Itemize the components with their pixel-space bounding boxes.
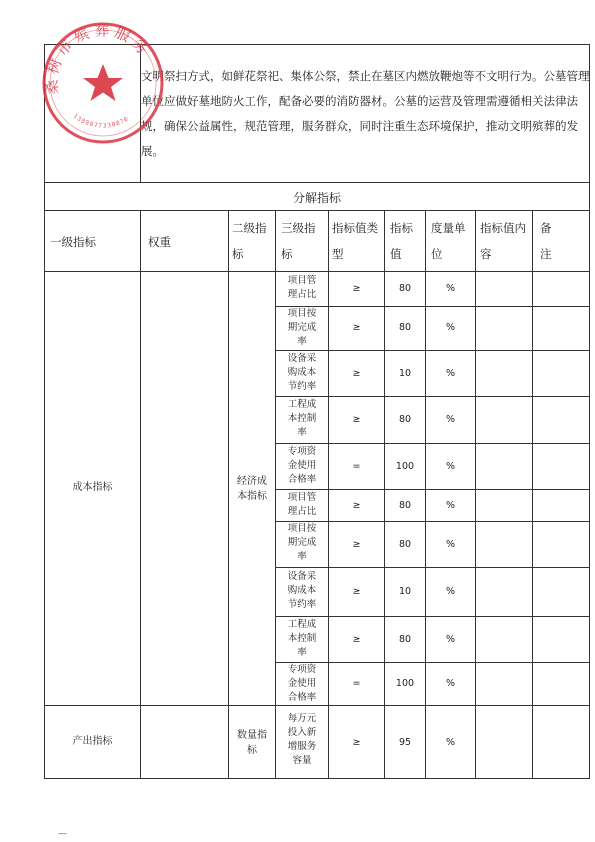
- seal-number: 1308077330870: [71, 112, 131, 130]
- cost-sub-label: 经济成 本指标: [237, 476, 267, 502]
- row-unit: %: [445, 461, 456, 472]
- row-unit: %: [445, 539, 456, 550]
- seal-star-icon: [83, 64, 123, 101]
- row-content-cell: [475, 521, 533, 568]
- cost-group-label: 成本指标: [72, 482, 113, 493]
- row-note-cell: [532, 489, 590, 522]
- row-l3: 项目管 理占比: [287, 492, 317, 517]
- output-group-label: 产出指标: [72, 736, 113, 747]
- row-note-cell: [532, 443, 590, 490]
- row-note-cell: [532, 350, 590, 397]
- row-note-cell: [532, 271, 590, 307]
- row-unit: %: [445, 322, 456, 333]
- row-value: 100: [395, 678, 415, 689]
- row-note-cell: [532, 567, 590, 617]
- header-level1: 一级指标: [50, 235, 96, 249]
- row-value: 100: [395, 461, 415, 472]
- row-l3: 专项资 金使用 合格率: [287, 446, 317, 485]
- row-unit: %: [445, 634, 456, 645]
- header-value-type: 指标值类 型: [332, 221, 378, 261]
- row-l3: 工程成 本控制 率: [287, 399, 317, 438]
- row-unit: %: [445, 737, 456, 748]
- row-unit: %: [445, 500, 456, 511]
- row-content-cell: [475, 616, 533, 663]
- row-content-cell: [475, 396, 533, 444]
- row-content-cell: [475, 705, 533, 779]
- row-type: =: [352, 461, 361, 472]
- row-type: =: [352, 678, 361, 689]
- header-weight: 权重: [148, 235, 171, 249]
- row-type: ≥: [352, 368, 361, 379]
- row-type: ≥: [352, 634, 361, 645]
- row-value: 95: [398, 737, 412, 748]
- row-l3: 工程成 本控制 率: [287, 619, 317, 658]
- output-sub-label: 数量指 标: [237, 730, 267, 756]
- row-value: 80: [398, 500, 412, 511]
- row-content-cell: [475, 443, 533, 490]
- row-unit: %: [445, 678, 456, 689]
- section-title: 分解指标: [292, 191, 341, 205]
- row-value: 80: [398, 414, 412, 425]
- row-l3: 设备采 购成本 节约率: [287, 353, 317, 392]
- row-unit: %: [445, 283, 456, 294]
- header-level2: 二级指 标: [232, 221, 267, 261]
- footer-mark: —: [58, 829, 67, 839]
- row-type: ≥: [352, 283, 361, 294]
- output-weight-cell: [140, 705, 229, 779]
- row-unit: %: [445, 414, 456, 425]
- row-type: ≥: [352, 500, 361, 511]
- header-value: 指标 值: [390, 221, 413, 261]
- row-type: ≥: [352, 539, 361, 550]
- header-level3: 三级指 标: [281, 221, 316, 261]
- row-note-cell: [532, 521, 590, 568]
- row-value: 10: [398, 368, 412, 379]
- row-content-cell: [475, 567, 533, 617]
- row-value: 80: [398, 634, 412, 645]
- row-content-cell: [475, 489, 533, 522]
- row-type: ≥: [352, 737, 361, 748]
- header-note: 备 注: [540, 221, 552, 261]
- row-note-cell: [532, 662, 590, 706]
- row-type: ≥: [352, 586, 361, 597]
- seal-text: 桑树市殡葬服务: [42, 21, 155, 96]
- row-value: 80: [398, 322, 412, 333]
- row-value: 10: [398, 586, 412, 597]
- svg-text:1308077330870: [72, 113, 130, 130]
- row-note-cell: [532, 306, 590, 351]
- header-unit: 度量单 位: [431, 221, 466, 261]
- row-note-cell: [532, 396, 590, 444]
- row-type: ≥: [352, 322, 361, 333]
- row-l3: 设备采 购成本 节约率: [287, 571, 317, 610]
- row-l3: 项目按 期完成 率: [287, 308, 317, 347]
- row-content-cell: [475, 350, 533, 397]
- row-content-cell: [475, 306, 533, 351]
- row-value: 80: [398, 283, 412, 294]
- row-unit: %: [445, 586, 456, 597]
- row-content-cell: [475, 662, 533, 706]
- row-content-cell: [475, 271, 533, 307]
- intro-text: 文明祭扫方式，如鲜花祭祀、集体公祭，禁止在墓区内燃放鞭炮等不文明行为。公墓管理单位应做好墓地防火工作，配备必要的消防器材。公墓的运营及管理需遵循相关法律法规，确保公益属性，规范管理，服务群众，同时注重生态环境保护，推动文明殡葬的发展。: [141, 69, 590, 158]
- row-l3: 项目管 理占比: [287, 275, 317, 300]
- row-value: 80: [398, 539, 412, 550]
- row-type: ≥: [352, 414, 361, 425]
- official-seal: [40, 20, 166, 146]
- row-note-cell: [532, 616, 590, 663]
- header-content: 指标值内 容: [480, 221, 526, 261]
- cost-weight-cell: [140, 271, 229, 706]
- row-l3: 专项资 金使用 合格率: [287, 664, 317, 703]
- row-note-cell: [532, 705, 590, 779]
- row-l3: 项目按 期完成 率: [287, 523, 317, 562]
- row-unit: %: [445, 368, 456, 379]
- row-l3: 每万元 投入新 增服务 容量: [287, 713, 317, 766]
